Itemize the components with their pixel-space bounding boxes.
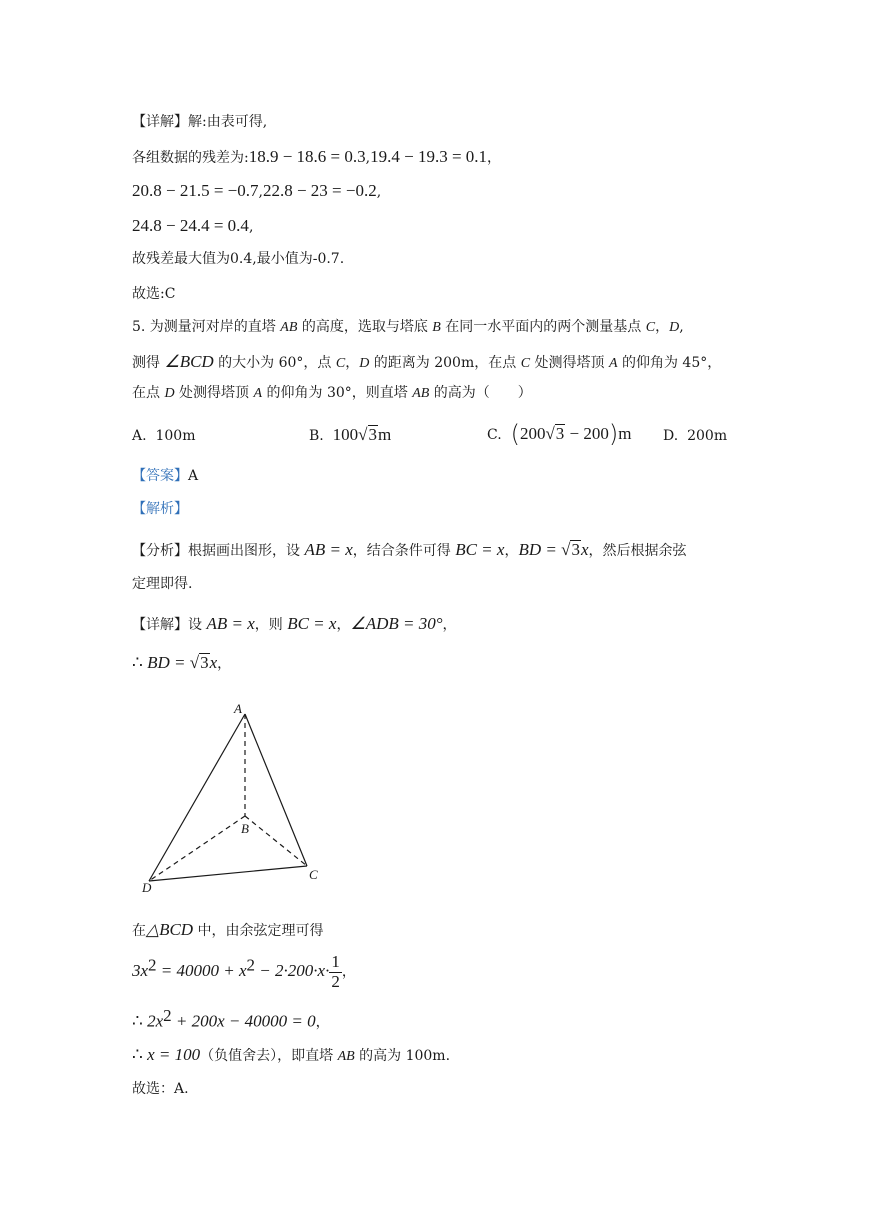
- solution-text: ，: [341, 964, 356, 981]
- eq-bd-radicand: 3: [200, 653, 209, 672]
- answer-line: [132, 468, 198, 485]
- frac-numerator: 1: [331, 952, 340, 971]
- q-var-a: A: [253, 386, 263, 401]
- residual-intro: 各组数据的残差为:: [132, 150, 249, 166]
- answer-value: A: [188, 468, 199, 484]
- eq-bd-var: x: [209, 653, 218, 672]
- eq-ab: AB = x: [304, 540, 353, 559]
- frac-denominator: 2: [331, 971, 340, 991]
- eq-bd-radicand: 3: [571, 540, 580, 559]
- right-paren: ): [608, 420, 619, 448]
- q-text: ,: [679, 319, 684, 335]
- edge-bd-dashed: [149, 816, 245, 881]
- option-c-label: C.: [487, 427, 502, 443]
- residual-eq-4: 22.8 − 23 = −0.2: [262, 181, 377, 200]
- option-b-coef: 100: [332, 425, 359, 444]
- option-d-label: D.: [663, 428, 679, 444]
- question-line-3: [132, 385, 532, 403]
- sqrt-sign: √: [358, 425, 368, 444]
- option-b-radicand: 3: [368, 425, 377, 444]
- tetrahedron-figure: [130, 695, 330, 895]
- q-angle-bcd: ∠BCD: [164, 352, 214, 371]
- option-b-label: B.: [309, 428, 324, 444]
- solution-eq-3: [132, 1045, 450, 1066]
- fenxi-text: ，然后根据余弦: [588, 543, 687, 559]
- therefore-symbol: ∴: [132, 653, 148, 672]
- option-d[interactable]: [663, 428, 727, 444]
- q-var-b: B: [432, 320, 441, 335]
- q-text: 的大小为 60°，点: [213, 355, 336, 371]
- solution-eq-2: [132, 1006, 330, 1032]
- option-a-text: 100m: [155, 428, 196, 444]
- edge-dc: [149, 866, 307, 881]
- left-paren: (: [510, 420, 520, 448]
- q-text: 的高为（ ）: [429, 385, 532, 401]
- eq1-lhs: 3x: [132, 961, 149, 981]
- q-text: 5. 为测量河对岸的直塔: [132, 319, 281, 335]
- option-d-text: 200m: [687, 428, 728, 444]
- comma: ,: [258, 184, 263, 200]
- solution-text: 中，由余弦定理可得: [193, 923, 324, 939]
- solution-text: ，: [315, 1014, 330, 1031]
- residual-line-2: [132, 181, 381, 201]
- eq-bc: BC = x: [455, 540, 505, 559]
- fenxi-line-1: [132, 540, 686, 560]
- q-text: 的仰角为 30°，则直塔: [262, 385, 413, 401]
- q-var-a: A: [608, 356, 618, 371]
- eq-bd: BD =: [147, 653, 190, 672]
- q-text: 的仰角为 45°，: [617, 355, 722, 371]
- eq1-mid: = 40000 + x: [156, 961, 247, 981]
- q-var-c: C: [520, 356, 531, 371]
- q-var-c: C: [645, 320, 656, 335]
- xiangjie-text: 设: [188, 617, 207, 633]
- label-a: A: [234, 701, 242, 716]
- q-var-d: D: [359, 356, 370, 371]
- sqrt-sign: √: [189, 653, 200, 672]
- comma: ,: [376, 184, 382, 200]
- sqrt-sign: √: [545, 424, 555, 443]
- solution-line-1: [132, 920, 324, 940]
- q-var-c: C: [335, 356, 346, 371]
- solution-choice-text: 故选：A.: [132, 1081, 189, 1097]
- fenxi-text: 定理即得.: [132, 576, 193, 592]
- residual-eq-1: 18.9 − 18.6 = 0.3: [248, 147, 366, 166]
- option-c-radicand: 3: [555, 424, 565, 443]
- q-text: ，: [345, 355, 360, 371]
- option-c-coef: 200: [519, 424, 546, 443]
- q-var-ab: AB: [280, 320, 298, 335]
- q-text: 的距离为 200m，在点: [369, 355, 521, 371]
- option-c-unit: m: [618, 424, 632, 443]
- eq1-term: − 2·200·x·: [255, 961, 330, 981]
- option-b-unit: m: [378, 425, 392, 444]
- q-text: 处测得塔顶: [530, 355, 609, 371]
- q-var-d: D: [164, 386, 175, 401]
- question-line-2: [132, 352, 721, 373]
- edge-bc-dashed: [245, 816, 307, 866]
- xiangjie-text: ，: [336, 617, 351, 633]
- q-text: 在点: [132, 385, 165, 401]
- xiangjie-line-2: [132, 653, 231, 673]
- residual-conclusion: [132, 251, 344, 268]
- exponent: 2: [148, 955, 157, 975]
- sqrt-sign: √: [561, 540, 571, 559]
- fenxi-line-2: [132, 576, 192, 593]
- eq-bc: BC = x: [287, 614, 337, 633]
- comma: ,: [248, 219, 254, 235]
- solution-eq-1: [132, 953, 356, 991]
- solution-choice: [132, 1081, 189, 1098]
- comma: ,: [365, 150, 371, 166]
- comma: ，: [487, 150, 502, 166]
- eq-ab: AB = x: [206, 614, 255, 633]
- option-b[interactable]: [309, 425, 391, 445]
- q-text: 测得: [132, 355, 165, 371]
- analysis-tag: 【解析】: [132, 501, 188, 517]
- label-c: C: [309, 867, 318, 882]
- xiangjie-text: ，则: [254, 617, 288, 633]
- residual-eq-2: 19.4 − 19.3 = 0.1: [370, 147, 488, 166]
- eq2-lhs: 2x: [147, 1011, 164, 1031]
- label-b: B: [241, 821, 249, 836]
- eq-adb: ∠ADB = 30°: [350, 614, 443, 633]
- therefore-symbol: ∴: [132, 1045, 148, 1064]
- fenxi-text: ，: [504, 543, 519, 559]
- conclusion-text: 故残差最大值为0.4,最小值为-0.7.: [132, 251, 345, 267]
- detail-line: [132, 114, 267, 131]
- option-a-label: A.: [132, 428, 147, 444]
- q-var-d: D: [669, 320, 680, 335]
- solution-text: 的高为 100m.: [354, 1048, 451, 1064]
- option-a[interactable]: [132, 428, 195, 444]
- eq-bd: BD =: [518, 540, 562, 559]
- fenxi-text: 根据画出图形，设: [188, 543, 305, 559]
- detail-tag: 【详解】: [132, 114, 188, 130]
- residual-eq-5: 24.8 − 24.4 = 0.4: [132, 216, 249, 235]
- exponent: 2: [163, 1006, 172, 1025]
- fraction-one-half: [329, 953, 342, 991]
- prev-choice: [132, 286, 175, 303]
- solution-text: （负值舍去），即直塔: [200, 1048, 338, 1064]
- xiangjie-tag: 【详解】: [132, 617, 188, 633]
- q-var-ab: AB: [412, 386, 430, 401]
- option-c-mid: − 200: [565, 424, 609, 443]
- q-text: 处测得塔顶: [174, 385, 254, 401]
- eq-bd-var: x: [580, 540, 589, 559]
- question-line-1: [132, 319, 684, 337]
- fenxi-tag: 【分析】: [132, 543, 188, 559]
- var-ab: AB: [337, 1049, 355, 1064]
- option-c[interactable]: [487, 420, 632, 448]
- q-text: 在同一水平面内的两个测量基点: [440, 319, 646, 335]
- residual-line-1: [132, 147, 501, 167]
- edge-ad: [149, 714, 245, 881]
- fenxi-text: ，结合条件可得: [352, 543, 456, 559]
- edge-ac: [245, 714, 307, 866]
- detail-text: 解:由表可得,: [188, 114, 268, 130]
- eq2-rest: + 200x − 40000 = 0: [171, 1011, 316, 1031]
- exponent: 2: [246, 955, 256, 975]
- triangle-bcd: △BCD: [146, 920, 194, 939]
- residual-eq-3: 20.8 − 21.5 = −0.7: [132, 181, 259, 200]
- xiangjie-text: ，: [442, 617, 457, 633]
- q-text: 的高度，选取与塔底: [297, 319, 433, 335]
- prev-choice-text: 故选:C: [132, 286, 176, 302]
- solution-text: 在: [132, 923, 146, 939]
- xiangjie-line-1: [132, 614, 457, 634]
- q-text: ，: [655, 319, 670, 335]
- answer-tag: 【答案】: [132, 468, 188, 484]
- xiangjie-text: ，: [217, 656, 232, 672]
- therefore-symbol: ∴: [132, 1011, 148, 1031]
- analysis-line: [132, 501, 188, 518]
- label-d: D: [142, 880, 152, 895]
- eq3: x = 100: [147, 1045, 201, 1064]
- residual-line-3: [132, 216, 253, 236]
